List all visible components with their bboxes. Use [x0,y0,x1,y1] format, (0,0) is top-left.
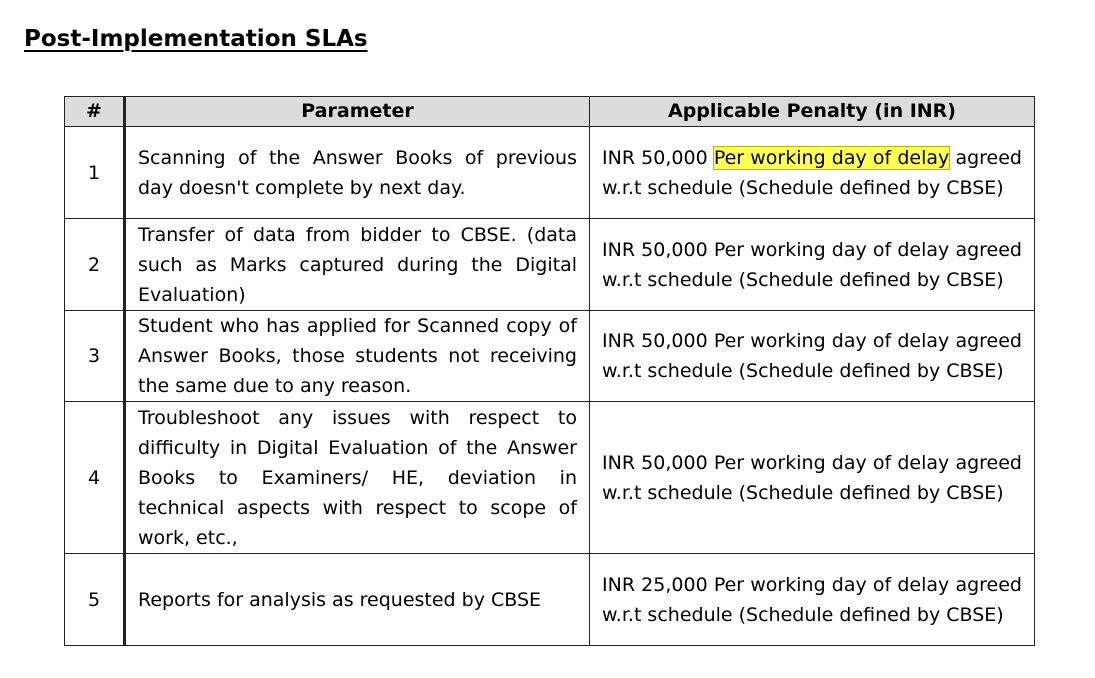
row-penalty [590,127,1035,219]
header-parameter: Parameter [125,97,590,127]
row-parameter: Transfer of data from bidder to CBSE. (data such as Marks captured during the Digital Evaluation) [125,219,590,311]
table-row [65,311,1035,402]
row-parameter: Troubleshoot any issues with respect to difficulty in Digital Evaluation of the Answer Books to Examiners/ HE, deviation in technical aspects with respect to scope of work, etc., [125,402,590,554]
row-number: 2 [65,219,125,311]
row-penalty: INR 50,000 Per working day of delay agreed w.r.t schedule (Schedule defined by CBSE) [590,402,1035,554]
row-number: 1 [65,127,125,219]
sla-table [64,96,1035,646]
highlighted-text: Per working day of delay [713,146,950,169]
table-row [65,402,1035,554]
row-penalty: INR 25,000 Per working day of delay agreed w.r.t schedule (Schedule defined by CBSE) [590,554,1035,646]
table-header-row [65,97,1035,127]
row-number: 3 [65,311,125,402]
row-parameter: Scanning of the Answer Books of previous day doesn't complete by next day. [125,127,590,219]
header-penalty: Applicable Penalty (in INR) [590,97,1035,127]
table-row [65,127,1035,219]
row-number: 4 [65,402,125,554]
header-number: # [65,97,125,127]
table-row [65,554,1035,646]
row-number: 5 [65,554,125,646]
page-title: Post-Implementation SLAs [24,26,368,52]
row-penalty: INR 50,000 Per working day of delay agreed w.r.t schedule (Schedule defined by CBSE) [590,219,1035,311]
row-penalty: INR 50,000 Per working day of delay agreed w.r.t schedule (Schedule defined by CBSE) [590,311,1035,402]
penalty-amount: INR 50,000 [602,146,714,169]
table-row [65,219,1035,311]
penalty-terms: agreed w.r.t schedule (Schedule defined by CBSE) [602,146,1022,199]
row-parameter: Student who has applied for Scanned copy of Answer Books, those students not receiving the same due to any reason. [125,311,590,402]
row-parameter: Reports for analysis as requested by CBSE [125,554,590,646]
